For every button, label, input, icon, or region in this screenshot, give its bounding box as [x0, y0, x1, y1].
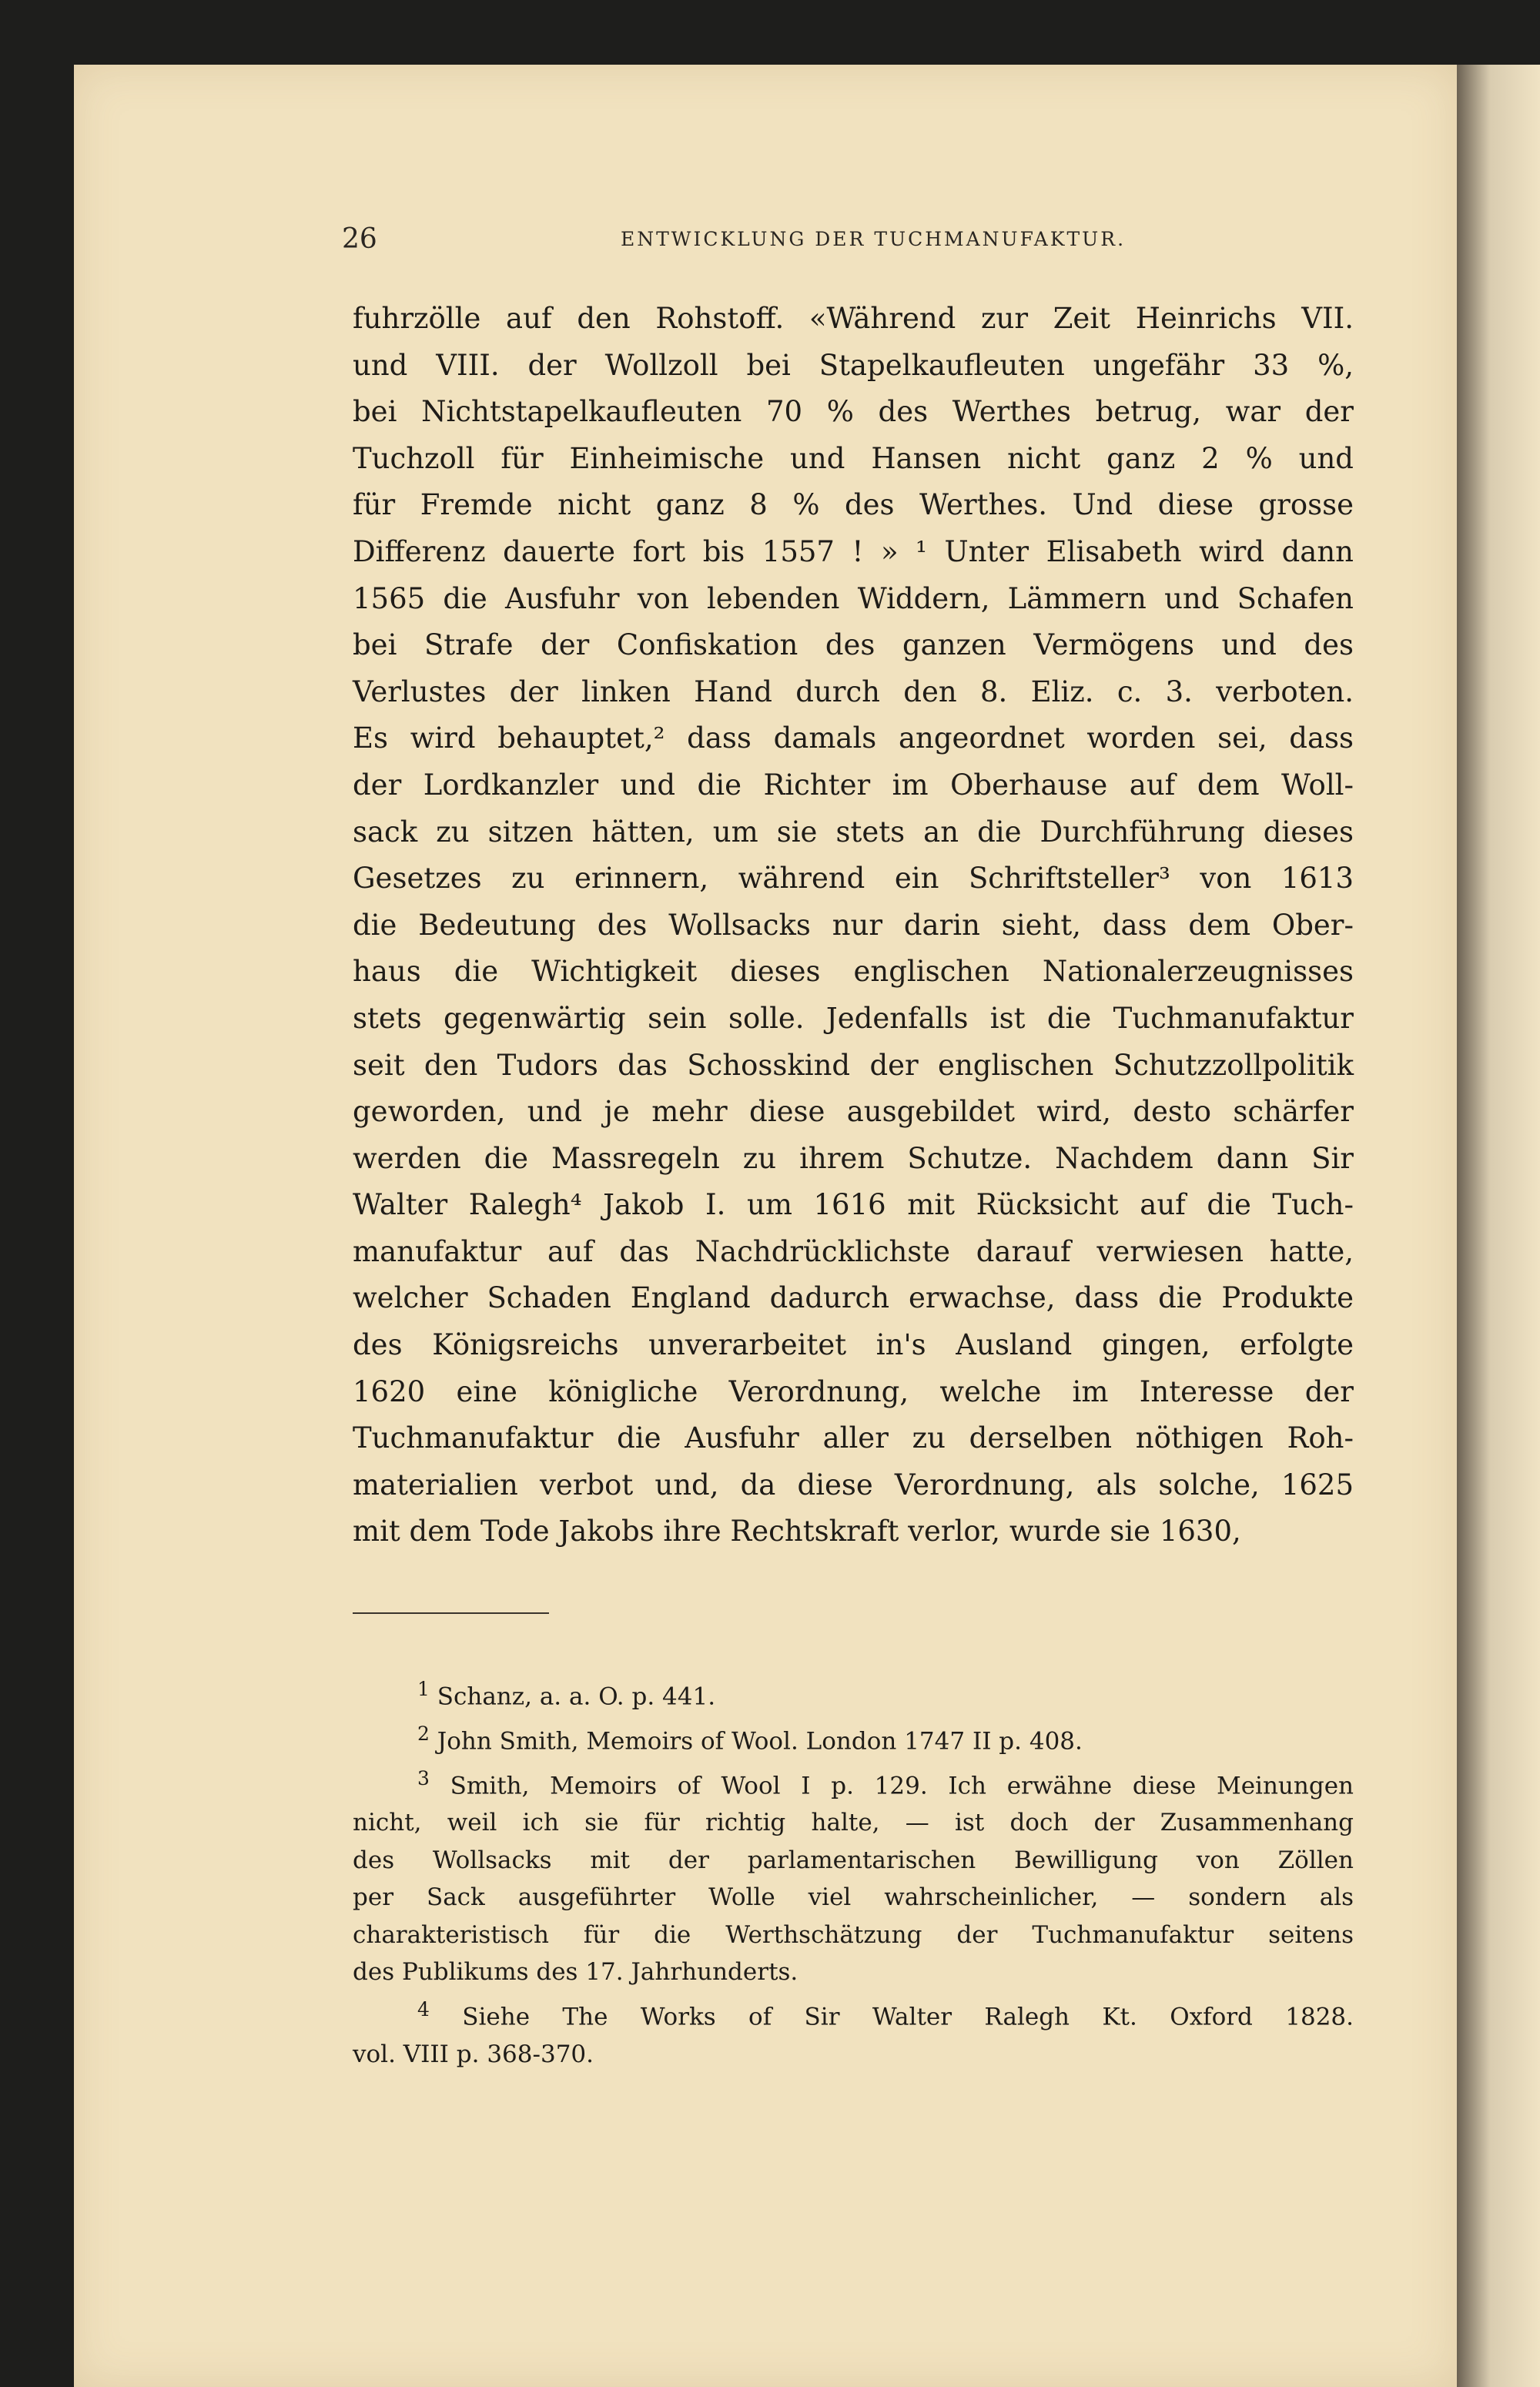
footnote-marker: 1 [417, 1678, 430, 1700]
footnote-text: Smith, Memoirs of Wool I p. 129. Ich erwähne diese Meinungen [450, 1771, 1354, 1799]
text-line: für Fremde nicht ganz 8 % des Werthes. Und diese grosse [353, 488, 1354, 522]
text-line: und VIII. der Wollzoll bei Stapelkaufleuten ungefähr 33 %, [353, 348, 1354, 382]
text-line: materialien verbot und, da diese Verordnung, als solche, 1625 [353, 1468, 1354, 1502]
book-spine-edge [1457, 65, 1540, 2387]
text-line: Es wird behauptet,² dass damals angeordnet worden sei, dass [353, 721, 1354, 755]
footnote-text: charakteristisch für die Werthschätzung der Tuchmanufaktur seitens [353, 1920, 1354, 1949]
text-line: Differenz dauerte fort bis 1557 ! » ¹ Unter Elisabeth wird dann [353, 534, 1354, 568]
footnote-text: John Smith, Memoirs of Wool. London 1747 II p. 408. [437, 1727, 1083, 1756]
footnote-marker: 2 [417, 1722, 430, 1745]
text-line: Walter Ralegh⁴ Jakob I. um 1616 mit Rücksicht auf die Tuch- [353, 1188, 1354, 1222]
text-line: die Bedeutung des Wollsacks nur darin sieht, dass dem Ober- [353, 908, 1354, 942]
footnote-text: nicht, weil ich sie für richtig halte, — ist doch der Zusammenhang [353, 1809, 1354, 1837]
text-line: sack zu sitzen hätten, um sie stets an die Durchführung dieses [353, 815, 1354, 849]
footnote-line [353, 1716, 1354, 1760]
footnote-marker: 3 [417, 1766, 430, 1789]
page-number: 26 [342, 223, 377, 255]
footnote-separator [353, 1612, 549, 1614]
footnote-line [353, 1671, 1354, 1716]
footnote-line [353, 1842, 1354, 1880]
text-line: Gesetzes zu erinnern, während ein Schriftsteller³ von 1613 [353, 862, 1354, 896]
text-line: werden die Massregeln zu ihrem Schutze. Nachdem dann Sir [353, 1141, 1354, 1175]
text-line: mit dem Tode Jakobs ihre Rechtskraft verlor, wurde sie 1630, [353, 1515, 1241, 1548]
footnotes [353, 1671, 1354, 2073]
text-line: Tuchmanufaktur die Ausfuhr aller zu derselben nöthigen Roh- [353, 1421, 1354, 1455]
text-line: seit den Tudors das Schosskind der englischen Schutzzollpolitik [353, 1048, 1354, 1082]
running-head [342, 223, 1358, 262]
text-line: haus die Wichtigkeit dieses englischen Nationalerzeugnisses [353, 955, 1354, 989]
footnote-text: vol. VIII p. 368-370. [353, 2040, 594, 2068]
text-line: Verlustes der linken Hand durch den 8. Eliz. c. 3. verboten. [353, 675, 1354, 708]
text-line: des Königsreichs unverarbeitet in's Ausland gingen, erfolgte [353, 1328, 1354, 1362]
text-line: manufaktur auf das Nachdrücklichste darauf verwiesen hatte, [353, 1234, 1354, 1268]
footnote-line [353, 1760, 1354, 1805]
footnote-line [353, 2036, 1354, 2074]
footnote-line [353, 1804, 1354, 1842]
text-line: Tuchzoll für Einheimische und Hansen nicht ganz 2 % und [353, 441, 1354, 475]
footnote-text: Schanz, a. a. O. p. 441. [437, 1682, 716, 1711]
footnote-line [353, 1879, 1354, 1917]
text-line: 1620 eine königliche Verordnung, welche im Interesse der [353, 1374, 1354, 1408]
text-line: der Lordkanzler und die Richter im Oberhause auf dem Woll- [353, 768, 1354, 802]
footnote-text: des Publikums des 17. Jahrhunderts. [353, 1958, 798, 1987]
footnote-text: per Sack ausgeführter Wolle viel wahrscheinlicher, — sondern als [353, 1883, 1354, 1912]
footnote-marker: 4 [417, 1997, 430, 2020]
footnote-line [353, 1917, 1354, 1954]
main-text [353, 296, 1354, 1555]
text-line: bei Nichtstapelkaufleuten 70 % des Werthes betrug, war der [353, 395, 1354, 429]
footnote-text: Siehe The Works of Sir Walter Ralegh Kt. Oxford 1828. [462, 2003, 1354, 2031]
footnote-line [353, 1991, 1354, 2036]
text-line: bei Strafe der Confiskation des ganzen Vermögens und des [353, 628, 1354, 662]
text-line: 1565 die Ausfuhr von lebenden Widdern, Lämmern und Schafen [353, 581, 1354, 615]
text-line: fuhrzölle auf den Rohstoff. «Während zur Zeit Heinrichs VII. [353, 302, 1354, 335]
text-line: geworden, und je mehr diese ausgebildet wird, desto schärfer [353, 1095, 1354, 1129]
running-title: ENTWICKLUNG DER TUCHMANUFAKTUR. [620, 228, 1127, 250]
text-line: welcher Schaden England dadurch erwachse, dass die Produkte [353, 1281, 1354, 1315]
footnote-text: des Wollsacks mit der parlamentarischen Bewilligung von Zöllen [353, 1846, 1354, 1874]
footnote-line [353, 1953, 1354, 1991]
text-line: stets gegenwärtig sein solle. Jedenfalls ist die Tuchmanufaktur [353, 1001, 1354, 1035]
